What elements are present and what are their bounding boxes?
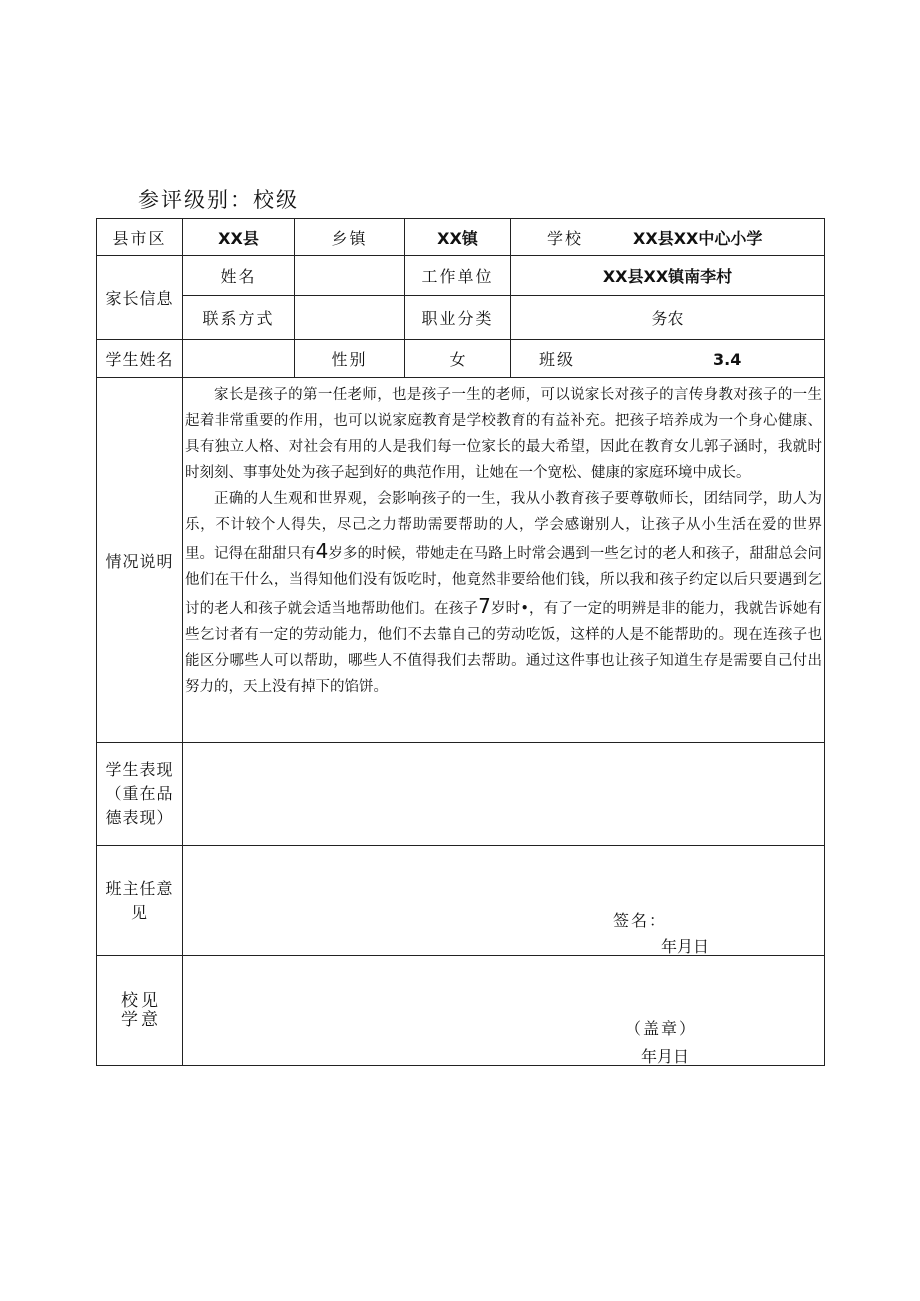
contact-value xyxy=(295,296,405,340)
signature-label: 签名： xyxy=(613,911,668,930)
row-school-opinion xyxy=(97,956,825,1066)
student-name-value xyxy=(183,340,295,378)
row-teacher-opinion xyxy=(97,846,825,956)
parent-name-value xyxy=(295,256,405,296)
school-cell xyxy=(511,219,825,256)
age-number-1: 4 xyxy=(315,539,329,563)
work-unit-value: XX县XX镇南李村 xyxy=(511,256,825,296)
school-opinion-cell xyxy=(183,956,825,1066)
town-label: 乡镇 xyxy=(295,219,405,256)
application-form-table xyxy=(96,218,825,1066)
school-value: XX县XX中心小学 xyxy=(633,228,763,248)
school-opinion-char-3: 学 xyxy=(121,1009,138,1030)
seal-label: （盖章） xyxy=(625,1019,698,1038)
county-label: 县市区 xyxy=(97,219,183,256)
student-name-label: 学生姓名 xyxy=(97,340,183,378)
performance-value xyxy=(183,743,825,846)
performance-label: 学生表现（重在品德表现） xyxy=(97,743,183,846)
school-opinion-label xyxy=(97,956,183,1066)
age-number-2: 7 xyxy=(478,594,491,618)
school-opinion-char-2: 见 xyxy=(141,990,158,1011)
gender-value: 女 xyxy=(405,340,511,378)
row-region xyxy=(97,219,825,256)
row-parent-contact xyxy=(97,296,825,340)
teacher-opinion-label: 班主任意见 xyxy=(97,846,183,956)
participation-level: 参评级别：校级 xyxy=(138,188,299,212)
situation-paragraph-1: 家长是孩子的第一任老师，也是孩子一生的老师，可以说家长对孩子的言传身教对孩子的一生起着非常重要的作用，也可以说家庭教育是学校教育的有益补充。把孩子培养成为一个身心健康、具有独立人格、对社会有用的人是我们每一位家长的最大希望，因此在教育女儿郭子涵时，我就时时刻刻、事事处处为孩子起到好的典范作用，让她在一个宽松、健康的家庭环境中成长。 xyxy=(185,387,822,481)
school-label: 学校 xyxy=(547,228,584,248)
job-category-label: 职业分类 xyxy=(405,296,511,340)
gender-label: 性别 xyxy=(295,340,405,378)
contact-label: 联系方式 xyxy=(183,296,295,340)
row-parent-name xyxy=(97,256,825,296)
class-label: 班级 xyxy=(539,350,576,369)
class-value: 3.4 xyxy=(713,350,742,369)
job-category-value: 务农 xyxy=(511,296,825,340)
county-value: XX县 xyxy=(183,219,295,256)
teacher-opinion-cell xyxy=(183,846,825,956)
school-opinion-char-1: 校 xyxy=(121,990,138,1011)
row-performance xyxy=(97,743,825,846)
situation-label: 情况说明 xyxy=(97,378,183,743)
parent-info-label: 家长信息 xyxy=(97,256,183,340)
situation-paragraph-2: 正确的人生观和世界观，会影响孩子的一生，我从小教育孩子要尊敬师长，团结同学，助人为乐，不计较个人得失，尽己之力帮助需要帮助的人，学会感谢别人，让孩子从小生活在爱的世界里。记得在甜甜只有4岁多的时候，带她走在马路上时常会遇到一些乞讨的老人和孩子，甜甜总会问他们在干什么，当得知他们没有饭吃时，他竟然非要给他们钱，所以我和孩子约定以后只要遇到乞讨的老人和孩子就会适当地帮助他们。在孩子7岁时•，有了一定的明辨是非的能力，我就告诉她有些乞讨者有一定的劳动能力，他们不去靠自己的劳动吃饭，这样的人是不能帮助的。现在连孩子也能区分哪些人可以帮助，哪些人不值得我们去帮助。通过这件事也让孩子知道生存是需要自己付出努力的，天上没有掉下的馅饼。 xyxy=(185,491,823,695)
row-student xyxy=(97,340,825,378)
class-cell xyxy=(511,340,825,378)
school-date: 年月日 xyxy=(641,1047,690,1066)
parent-name-label: 姓名 xyxy=(183,256,295,296)
teacher-date: 年月日 xyxy=(661,937,710,956)
row-situation xyxy=(97,378,825,743)
school-opinion-char-4: 意 xyxy=(141,1009,158,1030)
work-unit-label: 工作单位 xyxy=(405,256,511,296)
situation-text xyxy=(183,378,825,743)
town-value: XX镇 xyxy=(405,219,511,256)
